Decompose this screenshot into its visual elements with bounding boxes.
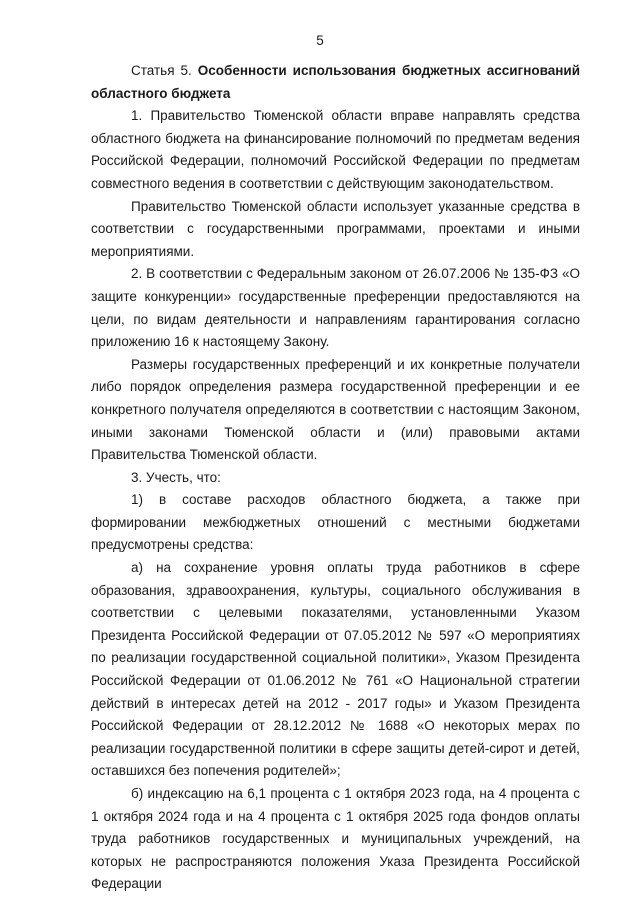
document-body [91, 60, 580, 896]
article-heading [91, 60, 580, 105]
paragraph-5: 3. Учесть, что: [131, 469, 221, 485]
paragraph-4: Размеры государственных преференций и их конкретные получатели либо порядок определения размера государственной преференции и ее конкретного получателя определяются в соответствии с настоящим Законом, иными законами Тюменской области и (или) правовыми актами Правительства Тюменской области. [91, 356, 580, 463]
paragraph-8: б) индексацию на 6,1 процента с 1 октября 2023 года, на 4 процента с 1 октября 2024 года и на 4 процента с 1 октября 2025 года фондов оплаты труда работников государственных и муниципальных учреждений, на которых не распространяются положения Указа Президента Российской Федерации [91, 786, 580, 892]
paragraph-3: 2. В соответствии с Федеральным законом от 26.07.2006 № 135-ФЗ «О защите конкуренции» государственные преференции предоставляются на цели, по видам деятельности и направлениям гарантирования согласно приложению 16 к настоящему Закону. [91, 266, 580, 350]
paragraph-6: 1) в составе расходов областного бюджета, а также при формировании межбюджетных отношений с местными бюджетами предусмотрены средства: [91, 492, 580, 553]
paragraph-7: а) на сохранение уровня оплаты труда работников в сфере образования, здравоохранения, культуры, социального обслуживания в соответствии с целевыми показателями, установленными Указом Президента Российской Федерации от 07.05.2012 № 597 «О мероприятиях по реализации государственной социальной политики», Указом Президента Российской Федерации от 01.06.2012 № 761 «О Национальной стратегии действий в интересах детей на 2012 - 2017 годы» и Указом Президента Российской Федерации от 28.12.2012 № 1688 «О некоторых мерах по реализации государственной политики в сфере защиты детей-сирот и детей, оставшихся без попечения родителей»; [91, 560, 580, 779]
article-prefix: Статья 5. [131, 63, 192, 78]
article-title: Особенности использования бюджетных ассигнований областного бюджета [91, 63, 580, 101]
paragraph-2: Правительство Тюменской области использует указанные средства в соответствии с государственными программами, проектами и иными мероприятиями. [91, 198, 580, 259]
page-number: 5 [316, 33, 324, 48]
paragraph-1: 1. Правительство Тюменской области вправе направлять средства областного бюджета на финансирование полномочий по предметам ведения Российской Федерации, полномочий Российской Федерации по предметам совместного ведения в соответствии с действующим законодательством. [91, 108, 580, 191]
